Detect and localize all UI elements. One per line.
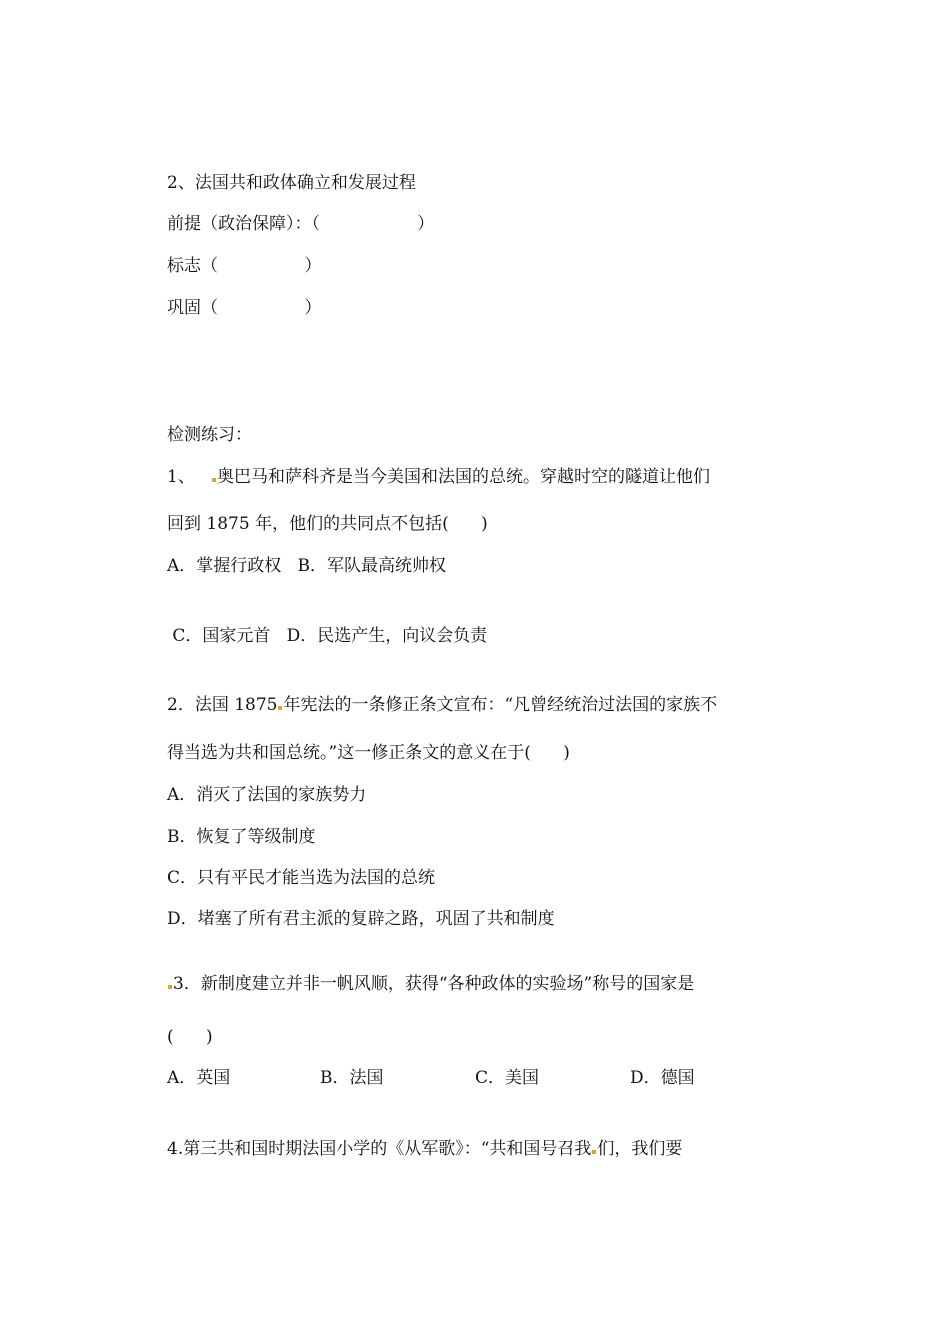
question-1-options-cd: C．国家元首 D．民选产生，向议会负责 [167,626,488,646]
question-3-option-a: A．英国 [167,1068,231,1088]
question-2-option-d: D．堵塞了所有君主派的复辟之路，巩固了共和制度 [167,909,555,929]
question-1-line-2: 回到 1875 年，他们的共同点不包括( ) [167,514,488,534]
edit-marker-icon [212,478,216,482]
consolidate-line: 巩固（ ） [167,298,322,318]
question-4-line-1 [167,1138,682,1160]
sign-line: 标志（ ） [167,256,322,276]
edit-marker-icon [278,706,282,710]
question-text: 奥巴马和萨科齐是当今美国和法国的总统。穿越时空的隧道让他们 [217,467,711,487]
question-3-line-1 [167,973,694,995]
question-2-option-a: A．消灭了法国的家族势力 [167,785,367,805]
question-text: 4.第三共和国时期法国小学的《从军歌》：“共和国号召我 [167,1139,592,1159]
question-3-option-d: D．德国 [630,1068,695,1088]
question-1-options-ab: A．掌握行政权 B．军队最高统帅权 [167,556,446,576]
section-heading: 2、法国共和政体确立和发展过程 [167,173,416,193]
question-text: 年宪法的一条修正条文宣布：“凡曾经统治过法国的家族不 [283,695,718,715]
question-text: 2．法国 1875 [167,695,278,715]
question-text: 3．新制度建立并非一帆风顺，获得“各种政体的实验场”称号的国家是 [173,974,695,994]
exercise-title: 检测练习： [167,425,252,445]
question-2-line-1 [167,694,717,716]
question-1-line-1 [167,466,710,488]
question-3-line-2: ( ) [167,1027,213,1047]
question-3-option-c: C．美国 [475,1068,540,1088]
question-2-option-b: B．恢复了等级制度 [167,827,316,847]
premise-line: 前提（政治保障）：（ ） [167,214,435,234]
edit-marker-icon [168,985,172,989]
question-number: 1、 [167,467,212,487]
question-text: 们，我们要 [597,1139,683,1159]
question-2-option-c: C．只有平民才能当选为法国的总统 [167,868,436,888]
edit-marker-icon [592,1150,596,1154]
question-2-line-2: 得当选为共和国总统。”这一修正条文的意义在于( ) [167,743,570,763]
question-3-option-b: B．法国 [320,1068,384,1088]
